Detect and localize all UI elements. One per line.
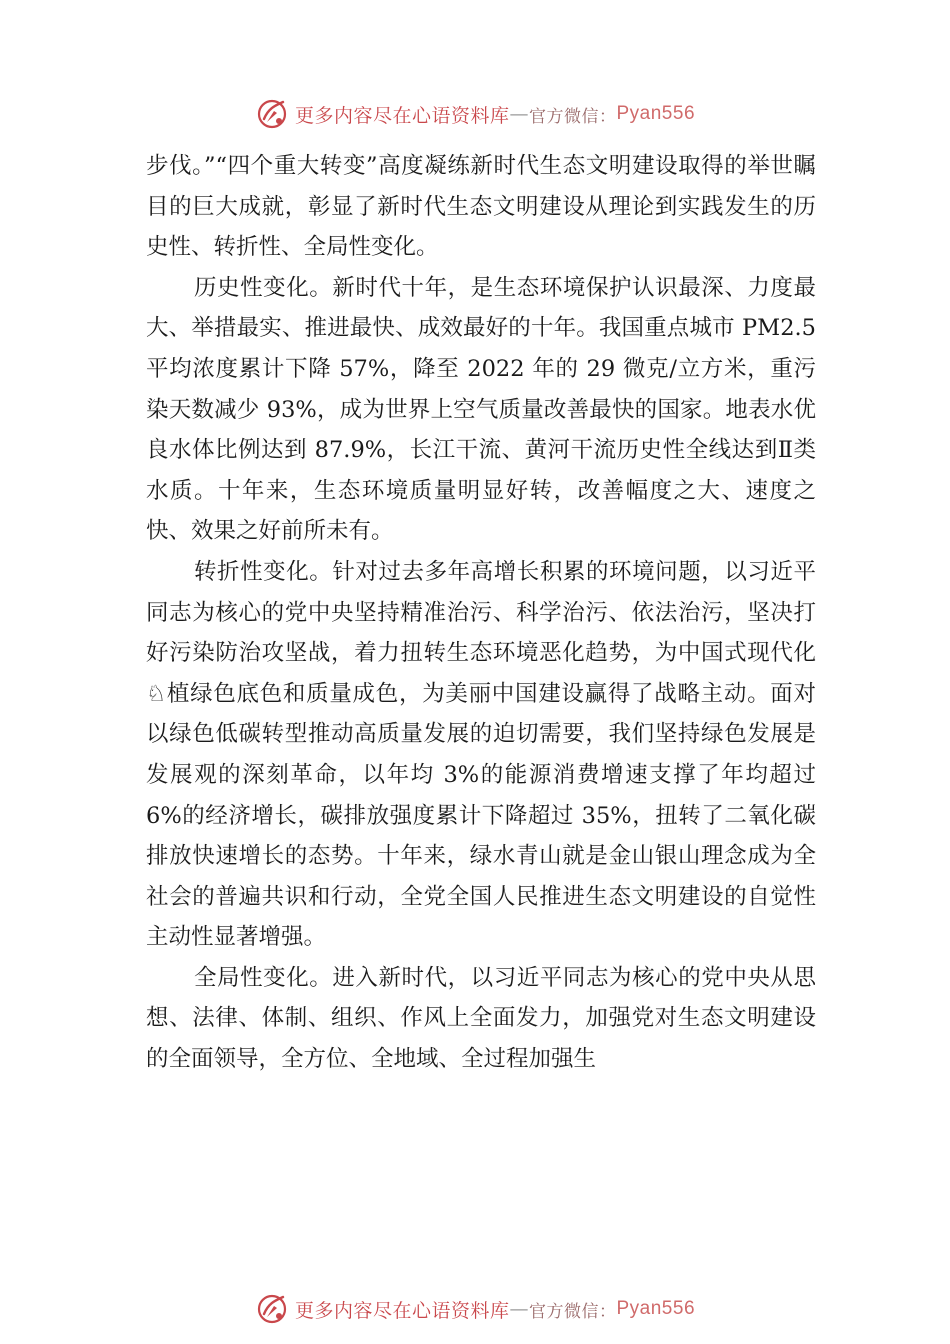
paragraph-turning-change: 转折性变化。针对过去多年高增长积累的环境问题，以习近平同志为核心的党中央坚持精准治污、科学治污、依法治污，坚决打好污染防治攻坚战，着力扭转生态环境恶化趋势，为中国式现代化♘植绿色底色和质量成色，为美丽中国建设赢得了战略主动。面对以绿色低碳转型推动高质量发展的迫切需要，我们坚持绿色发展是发展观的深刻革命，以年均 3%的能源消费增速支撑了年均超过 6%的经济增长，碳排放强度累计下降超过 35%，扭转了二氧化碳排放快速增长的态势。十年来，绿水青山就是金山银山理念成为全社会的普遍共识和行动，全党全国人民推进生态文明建设的自觉性主动性显著增强。 (146, 558, 816, 951)
footer-brand-text: 更多内容尽在心语资料库 (294, 1299, 510, 1322)
header-brand-text: 更多内容尽在心语资料库 (294, 104, 510, 127)
document-body (146, 146, 816, 1080)
footer-separator: — (509, 1298, 529, 1320)
brand-logo-icon (255, 1292, 289, 1326)
header-separator: — (509, 103, 529, 125)
header-watermark (0, 94, 950, 134)
brand-logo-icon (255, 97, 289, 131)
header-wechat-id: Pyan556 (616, 103, 696, 124)
paragraph-historical-change: 历史性变化。新时代十年，是生态环境保护认识最深、力度最大、举措最实、推进最快、成效最好的十年。我国重点城市 PM2.5 平均浓度累计下降 57%，降至 2022 年的 29 微克/立方米，重污染天数减少 93%，成为世界上空气质量改善最快的国家。地表水优良水体比例达到 87.9%，长江干流、黄河干流历史性全线达到Ⅱ类水质。十年来，生态环境质量明显好转，改善幅度之大、速度之快、效果之好前所未有。 (146, 274, 816, 545)
footer-wechat-id: Pyan556 (616, 1298, 696, 1319)
header-wechat-label: 官方微信： (529, 106, 617, 127)
paragraph-overall-change: 全局性变化。进入新时代，以习近平同志为核心的党中央从思想、法律、体制、组织、作风上全面发力，加强党对生态文明建设的全面领导，全方位、全地域、全过程加强生 (146, 964, 816, 1073)
footer-watermark (0, 1289, 950, 1329)
paragraph-continuation: 步伐。”“四个重大转变”高度凝练新时代生态文明建设取得的举世瞩目的巨大成就，彰显了新时代生态文明建设从理论到实践发生的历史性、转折性、全局性变化。 (146, 153, 816, 261)
footer-wechat-label: 官方微信： (529, 1301, 617, 1322)
